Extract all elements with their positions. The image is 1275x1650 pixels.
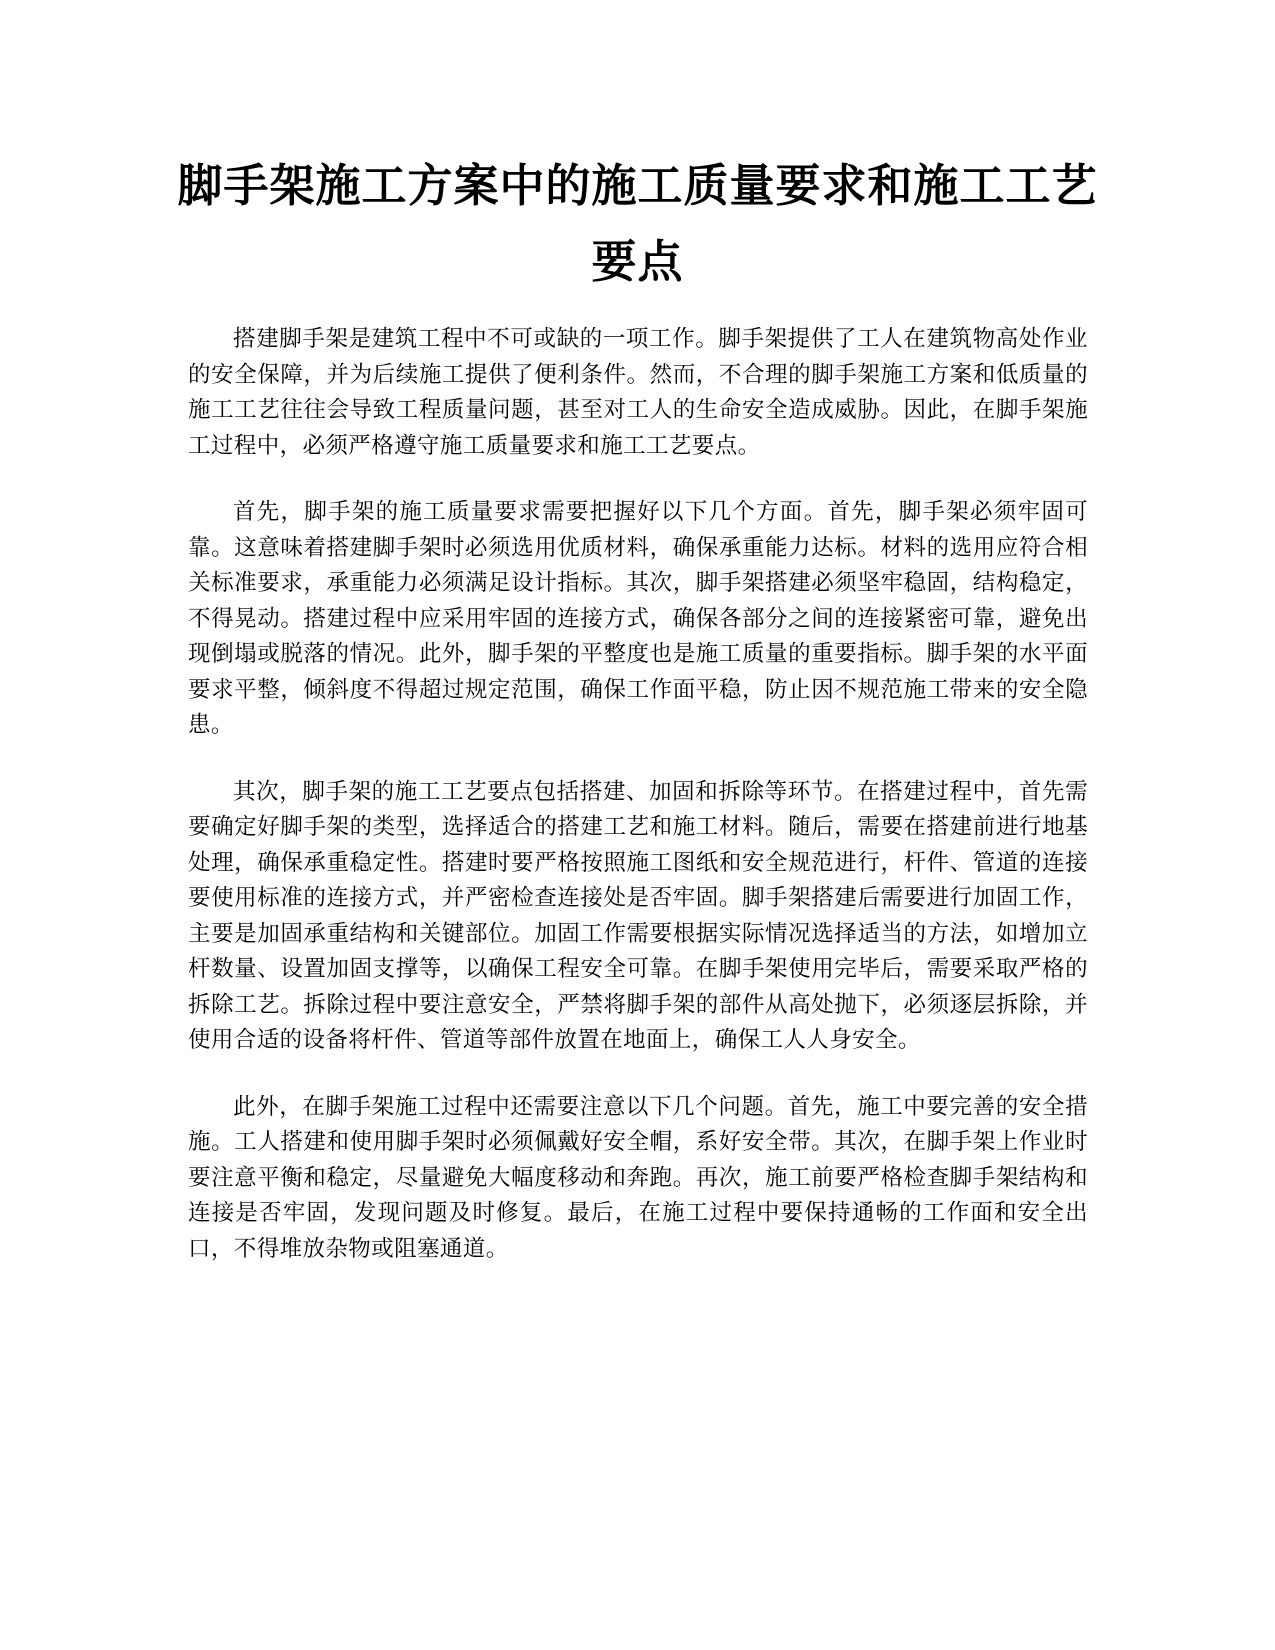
paragraph-1: 搭建脚手架是建筑工程中不可或缺的一项工作。脚手架提供了工人在建筑物高处作业的安全保障，并为后续施工提供了便利条件。然而，不合理的脚手架施工方案和低质量的施工工艺往往会导致工程质量问题，甚至对工人的生命安全造成威胁。因此，在脚手架施工过程中，必须严格遵守施工质量要求和施工工艺要点。 xyxy=(188,326,1088,459)
paragraph-3: 其次，脚手架的施工工艺要点包括搭建、加固和拆除等环节。在搭建过程中，首先需要确定好脚手架的类型，选择适合的搭建工艺和施工材料。随后，需要在搭建前进行地基处理，确保承重稳定性。搭建时要严格按照施工图纸和安全规范进行，杆件、管道的连接要使用标准的连接方式，并严密检查连接处是否牢固。脚手架搭建后需要进行加固工作，主要是加固承重结构和关键部位。加固工作需要根据实际情况选择适当的方法，如增加立杆数量、设置加固支撑等，以确保工程安全可靠。在脚手架使用完毕后，需要采取严格的拆除工艺。拆除过程中要注意安全，严禁将脚手架的部件从高处抛下，必须逐层拆除，并使用合适的设备将杆件、管道等部件放置在地面上，确保工人人身安全。 xyxy=(188,778,1088,1053)
paragraph-2: 首先，脚手架的施工质量要求需要把握好以下几个方面。首先，脚手架必须牢固可靠。这意味着搭建脚手架时必须选用优质材料，确保承重能力达标。材料的选用应符合相关标准要求，承重能力必须满足设计指标。其次，脚手架搭建必须坚牢稳固，结构稳定，不得晃动。搭建过程中应采用牢固的连接方式，确保各部分之间的连接紧密可靠，避免出现倒塌或脱落的情况。此外，脚手架的平整度也是施工质量的重要指标。脚手架的水平面要求平整，倾斜度不得超过规定范围，确保工作面平稳，防止因不规范施工带来的安全隐患。 xyxy=(188,499,1088,738)
document-title: 脚手架施工方案中的施工质量要求和施工工艺要点 xyxy=(177,159,1098,288)
document-body xyxy=(188,322,1088,1298)
paragraph-4: 此外，在脚手架施工过程中还需要注意以下几个问题。首先，施工中要完善的安全措施。工人搭建和使用脚手架时必须佩戴好安全帽，系好安全带。其次，在脚手架上作业时要注意平衡和稳定，尽量避免大幅度移动和奔跑。再次，施工前要严格检查脚手架结构和连接是否牢固，发现问题及时修复。最后，在施工过程中要保持通畅的工作面和安全出口，不得堆放杂物或阻塞通道。 xyxy=(188,1093,1088,1262)
